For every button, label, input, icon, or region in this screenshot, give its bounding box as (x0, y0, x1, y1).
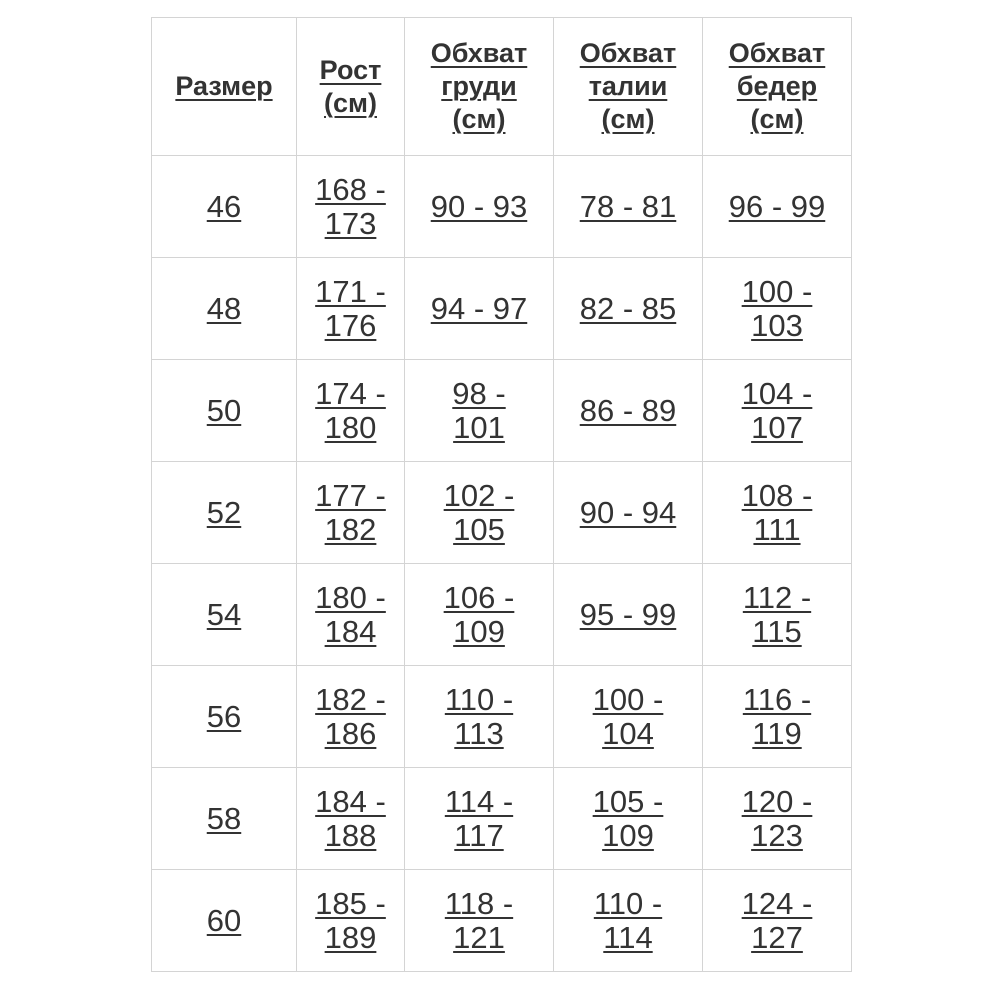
size-value: 60 (206, 902, 242, 938)
cell-height (297, 156, 405, 258)
cell-waist (554, 768, 703, 870)
height-value: 180 - 184 (315, 579, 386, 649)
chest-value: 102 - 105 (443, 477, 515, 547)
waist-value: 78 - 81 (579, 188, 677, 224)
cell-chest (405, 564, 554, 666)
hips-value: 96 - 99 (728, 188, 826, 224)
chest-value: 118 - 121 (444, 885, 514, 955)
hips-value: 108 - 111 (741, 477, 813, 547)
table-row (152, 870, 852, 972)
cell-height (297, 258, 405, 360)
header-waist-label: Обхват талии (см) (579, 38, 677, 134)
cell-size (152, 258, 297, 360)
cell-waist (554, 666, 703, 768)
header-size (152, 18, 297, 156)
cell-height (297, 768, 405, 870)
cell-hips (703, 666, 852, 768)
size-value: 58 (206, 800, 242, 836)
cell-hips (703, 156, 852, 258)
waist-value: 95 - 99 (579, 596, 677, 632)
cell-hips (703, 870, 852, 972)
size-value: 54 (206, 596, 242, 632)
size-chart-header (152, 18, 852, 156)
cell-size (152, 564, 297, 666)
cell-size (152, 156, 297, 258)
table-row (152, 666, 852, 768)
size-value: 52 (206, 494, 242, 530)
header-height-label: Рост (см) (319, 54, 382, 118)
cell-chest (405, 870, 554, 972)
cell-chest (405, 666, 554, 768)
height-value: 171 - 176 (315, 273, 386, 343)
chest-value: 110 - 113 (444, 681, 514, 751)
cell-chest (405, 462, 554, 564)
header-chest-label: Обхват груди (см) (430, 38, 528, 134)
hips-value: 116 - 119 (742, 681, 812, 751)
cell-waist (554, 462, 703, 564)
chest-value: 106 - 109 (443, 579, 515, 649)
table-row (152, 156, 852, 258)
header-chest (405, 18, 554, 156)
height-value: 185 - 189 (315, 885, 386, 955)
hips-value: 120 - 123 (741, 783, 813, 853)
height-value: 168 - 173 (315, 171, 386, 241)
size-chart-body (152, 156, 852, 972)
chest-value: 94 - 97 (430, 290, 528, 326)
cell-chest (405, 768, 554, 870)
cell-hips (703, 462, 852, 564)
hips-value: 124 - 127 (741, 885, 813, 955)
hips-value: 104 - 107 (741, 375, 813, 445)
height-value: 182 - 186 (315, 681, 386, 751)
height-value: 177 - 182 (315, 477, 386, 547)
chest-value: 90 - 93 (430, 188, 528, 224)
cell-height (297, 666, 405, 768)
table-row (152, 768, 852, 870)
cell-height (297, 870, 405, 972)
cell-height (297, 360, 405, 462)
header-hips (703, 18, 852, 156)
cell-hips (703, 258, 852, 360)
waist-value: 90 - 94 (579, 494, 677, 530)
size-chart-table (151, 17, 852, 972)
cell-chest (405, 258, 554, 360)
header-height (297, 18, 405, 156)
cell-waist (554, 564, 703, 666)
cell-hips (703, 564, 852, 666)
header-waist (554, 18, 703, 156)
cell-waist (554, 870, 703, 972)
cell-chest (405, 156, 554, 258)
height-value: 184 - 188 (315, 783, 386, 853)
hips-value: 112 - 115 (742, 579, 812, 649)
cell-hips (703, 768, 852, 870)
header-row (152, 18, 852, 156)
cell-height (297, 564, 405, 666)
waist-value: 110 - 114 (593, 885, 663, 955)
cell-chest (405, 360, 554, 462)
chest-value: 98 - 101 (452, 375, 506, 445)
header-hips-label: Обхват бедер (см) (728, 38, 826, 134)
waist-value: 86 - 89 (579, 392, 677, 428)
cell-size (152, 870, 297, 972)
chest-value: 114 - 117 (444, 783, 514, 853)
cell-height (297, 462, 405, 564)
height-value: 174 - 180 (315, 375, 386, 445)
size-value: 48 (206, 290, 242, 326)
cell-waist (554, 360, 703, 462)
cell-size (152, 666, 297, 768)
waist-value: 105 - 109 (592, 783, 664, 853)
size-value: 46 (206, 188, 242, 224)
waist-value: 82 - 85 (579, 290, 677, 326)
cell-size (152, 462, 297, 564)
cell-waist (554, 156, 703, 258)
table-row (152, 564, 852, 666)
table-row (152, 360, 852, 462)
hips-value: 100 - 103 (741, 273, 813, 343)
header-size-label: Размер (175, 71, 273, 101)
cell-waist (554, 258, 703, 360)
cell-size (152, 768, 297, 870)
size-value: 50 (206, 392, 242, 428)
table-row (152, 462, 852, 564)
cell-size (152, 360, 297, 462)
cell-hips (703, 360, 852, 462)
waist-value: 100 - 104 (592, 681, 664, 751)
table-row (152, 258, 852, 360)
size-value: 56 (206, 698, 242, 734)
